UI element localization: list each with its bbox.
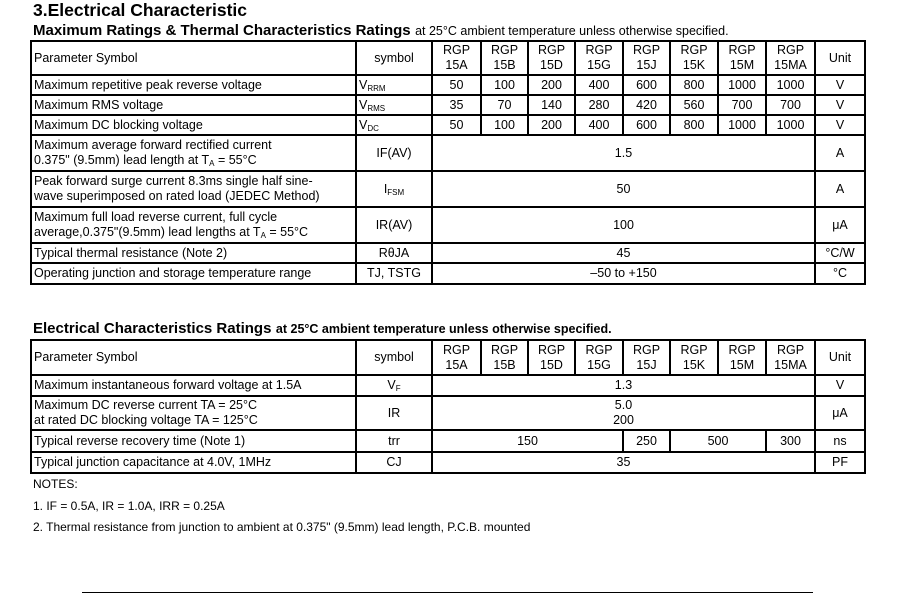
unit-cell: μA [815,396,865,430]
value-cell: 800 [670,115,718,135]
table2-heading [33,320,612,338]
header-model: RGP 15A [432,41,481,75]
electrical-characteristics-table [30,339,866,474]
notes-heading: NOTES: [33,477,78,491]
header-unit: Unit [815,340,865,375]
value-cell: 1000 [766,75,815,95]
header-model: RGP 15K [670,340,718,375]
value-cell: 400 [575,115,623,135]
unit-cell: °C [815,263,865,284]
max-ratings-table [30,40,866,285]
value-cell: –50 to +150 [432,263,815,284]
unit-cell: °C/W [815,243,865,263]
symbol-cell: $V_{RMS}$ [356,95,432,115]
header-model: RGP 15MA [766,340,815,375]
table-row [31,430,865,452]
table-row [31,75,865,95]
value-cell: 50 [432,171,815,207]
symbol-cell: trr [356,430,432,452]
footer-divider [82,592,813,593]
header-param: Parameter Symbol [31,41,356,75]
header-model: RGP 15M [718,340,766,375]
header-model: RGP 15B [481,340,528,375]
value-cell: 35 [432,95,481,115]
table1-title: Maximum Ratings & Thermal Characteristics Ratings [33,22,411,39]
table-row [31,396,865,430]
param-cell: Typical thermal resistance (Note 2) [31,243,356,263]
value-cell: 50 [432,115,481,135]
symbol-cell: IR [356,396,432,430]
unit-cell: PF [815,452,865,473]
value-cell: 50 [432,75,481,95]
table-row [31,263,865,284]
table-row [31,171,865,207]
symbol-cell: RθJA [356,243,432,263]
value-cell: 1000 [718,115,766,135]
value-cell: 200 [528,75,575,95]
value-cell: 100 [481,75,528,95]
value-cell: 500 [670,430,766,452]
unit-cell: V [815,375,865,396]
value-cell: 300 [766,430,815,452]
value-cell: 100 [432,207,815,243]
value-cell: 1.5 [432,135,815,171]
header-model: RGP 15J [623,340,670,375]
header-model: RGP 15J [623,41,670,75]
header-model: RGP 15M [718,41,766,75]
value-cell: 70 [481,95,528,115]
unit-cell: A [815,171,865,207]
header-model: RGP 15D [528,340,575,375]
value-cell: 420 [623,95,670,115]
header-symbol: symbol [356,340,432,375]
param-cell: Maximum full load reverse current, full cycle average,0.375"(9.5mm) lead lengths at $T_A = 55^\circ C$ [31,207,356,243]
table-row [31,135,865,171]
table-row [31,115,865,135]
value-cell: 1.3 [432,375,815,396]
header-model: RGP 15G [575,340,623,375]
unit-cell: ns [815,430,865,452]
param-cell: Maximum RMS voltage [31,95,356,115]
symbol-cell: $V_F$ [356,375,432,396]
param-cell: Peak forward surge current 8.3ms single half sine- wave superimposed on rated load (JEDEC Method) [31,171,356,207]
table-row [31,243,865,263]
table1-heading [33,22,729,40]
unit-cell: V [815,115,865,135]
symbol-cell: IF(AV) [356,135,432,171]
note-item: 2. Thermal resistance from junction to ambient at 0.375" (9.5mm) lead length, P.C.B. mounted [33,520,531,534]
unit-cell: V [815,95,865,115]
symbol-cell: IR(AV) [356,207,432,243]
header-model: RGP 15K [670,41,718,75]
value-cell: 35 [432,452,815,473]
table2-title: Electrical Characteristics Ratings [33,320,272,337]
value-cell: 140 [528,95,575,115]
value-cell: 200 [528,115,575,135]
header-model: RGP 15B [481,41,528,75]
symbol-cell: $V_{DC}$ [356,115,432,135]
value-cell: 400 [575,75,623,95]
param-cell: Typical reverse recovery time (Note 1) [31,430,356,452]
param-cell: Maximum DC blocking voltage [31,115,356,135]
value-cell: 1000 [718,75,766,95]
param-cell: Operating junction and storage temperature range [31,263,356,284]
param-cell: Maximum DC reverse current TA = 25°C at rated DC blocking voltage TA = 125°C [31,396,356,430]
value-cell: 600 [623,75,670,95]
symbol-cell: TJ, TSTG [356,263,432,284]
table1-subtitle: at 25°C ambient temperature unless otherwise specified. [415,24,729,38]
symbol-cell: $I_{FSM}$ [356,171,432,207]
value-cell: 280 [575,95,623,115]
param-cell: Maximum repetitive peak reverse voltage [31,75,356,95]
table-row [31,207,865,243]
unit-cell: μA [815,207,865,243]
table-row [31,95,865,115]
param-cell: Maximum average forward rectified current 0.375" (9.5mm) lead length at $T_A = 55^\circ C$ [31,135,356,171]
table-row [31,375,865,396]
table2-subtitle: at 25°C ambient temperature unless otherwise specified. [275,322,612,336]
unit-cell: V [815,75,865,95]
value-cell: 700 [766,95,815,115]
table-row [31,452,865,473]
value-cell: 100 [481,115,528,135]
unit-cell: A [815,135,865,171]
header-model: RGP 15D [528,41,575,75]
value-cell: 250 [623,430,670,452]
value-cell: 1000 [766,115,815,135]
value-cell: 560 [670,95,718,115]
param-cell: Typical junction capacitance at 4.0V, 1MHz [31,452,356,473]
header-unit: Unit [815,41,865,75]
symbol-cell: $V_{RRM}$ [356,75,432,95]
header-param: Parameter Symbol [31,340,356,375]
value-cell: 5.0 200 [432,396,815,430]
table-header-row [31,41,865,75]
value-cell: 800 [670,75,718,95]
table-header-row [31,340,865,375]
note-item: 1. IF = 0.5A, IR = 1.0A, IRR = 0.25A [33,499,225,513]
section-title: 3.Electrical Characteristic [33,0,248,20]
value-cell: 45 [432,243,815,263]
header-model: RGP 15MA [766,41,815,75]
header-model: RGP 15G [575,41,623,75]
header-model: RGP 15A [432,340,481,375]
value-cell: 600 [623,115,670,135]
header-symbol: symbol [356,41,432,75]
value-cell: 150 [432,430,623,452]
symbol-cell: CJ [356,452,432,473]
param-cell: Maximum instantaneous forward voltage at 1.5A [31,375,356,396]
value-cell: 700 [718,95,766,115]
